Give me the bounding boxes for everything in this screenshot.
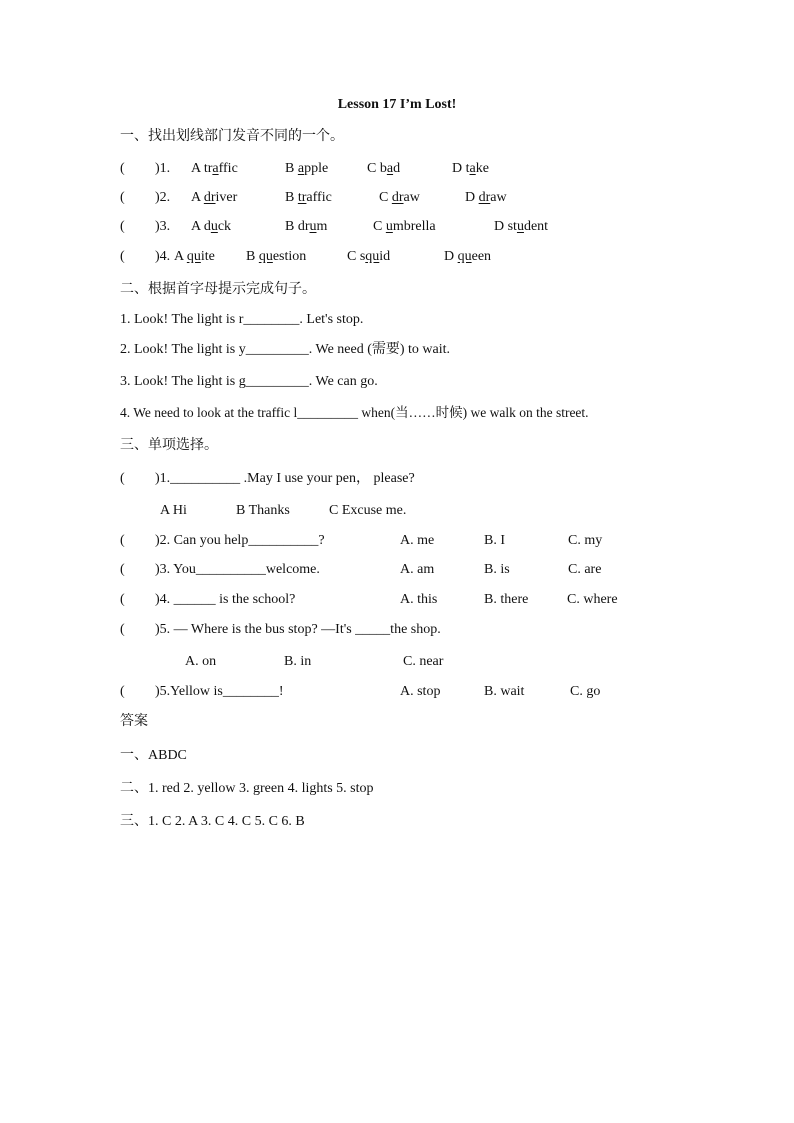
paren: ( — [120, 622, 125, 637]
question-number: )4. — [155, 249, 171, 264]
q3-option-c: C. are — [568, 562, 602, 577]
q2-option-a: A. me — [400, 533, 435, 548]
option-d: D queen — [444, 249, 492, 264]
option-c: C squid — [347, 249, 391, 264]
sentence-4: 4. We need to look at the traffic l_________ when(当……时候) we walk on the street. — [120, 405, 589, 420]
question-4-stem: )4. ______ is the school? — [155, 592, 296, 607]
q2-option-c: C. my — [568, 533, 603, 548]
q1-option-a: A Hi — [160, 503, 187, 518]
sentence-3: 3. Look! The light is g_________. We can go. — [120, 374, 378, 389]
q2-option-b: B. I — [484, 533, 505, 548]
q6-option-b: B. wait — [484, 684, 525, 699]
option-a: A quite — [174, 249, 215, 264]
q4-option-a: A. this — [400, 592, 438, 607]
answers-heading: 答案 — [120, 713, 148, 729]
q3-option-b: B. is — [484, 562, 510, 577]
sentence-1: 1. Look! The light is r________. Let's stop. — [120, 312, 364, 327]
answer-section-1: 一、ABDC — [120, 748, 187, 763]
question-6-stem: )5.Yellow is________! — [155, 684, 284, 699]
question-5-stem: )5. — Where is the bus stop? —It's _____the shop. — [155, 622, 441, 637]
answer-section-3: 三、1. C 2. A 3. C 4. C 5. C 6. B — [120, 814, 305, 829]
question-2-stem: )2. Can you help__________? — [155, 533, 325, 548]
sentence-2: 2. Look! The light is y_________. We need (需要) to wait. — [120, 342, 451, 357]
option-b: B question — [246, 249, 307, 264]
question-3-stem: )3. You__________welcome. — [155, 562, 320, 577]
question-number: )3. — [155, 219, 171, 234]
option-d: D draw — [465, 190, 507, 205]
q1-option-b: B Thanks — [236, 503, 290, 518]
option-c: C umbrella — [373, 219, 436, 234]
paren: ( — [120, 249, 125, 264]
section-3-heading: 三、单项选择。 — [120, 437, 218, 453]
paren: ( — [120, 562, 125, 577]
option-d: D student — [494, 219, 549, 234]
paren: ( — [120, 684, 125, 699]
paren: ( — [120, 219, 125, 234]
q5-option-b: B. in — [284, 654, 312, 669]
option-d: D take — [452, 161, 489, 176]
q5-option-c: C. near — [403, 654, 444, 669]
paren: ( — [120, 190, 125, 205]
q6-option-c: C. go — [570, 684, 601, 699]
option-c: C draw — [379, 190, 420, 205]
paren: ( — [120, 161, 125, 176]
section-1-heading: 一、找出划线部门发音不同的一个。 — [120, 128, 344, 144]
option-b: B drum — [285, 219, 328, 234]
q1-option-c: C Excuse me. — [329, 503, 407, 518]
option-b: B traffic — [285, 190, 332, 205]
option-a: A duck — [191, 219, 232, 234]
question-1-stem: )1.__________ .May I use your pen， please? — [155, 471, 415, 486]
q5-option-a: A. on — [185, 654, 217, 669]
page-title: Lesson 17 I’m Lost! — [337, 97, 457, 112]
option-a: A driver — [191, 190, 238, 205]
paren: ( — [120, 533, 125, 548]
question-number: )1. — [155, 161, 171, 176]
q6-option-a: A. stop — [400, 684, 441, 699]
option-c: C bad — [367, 161, 401, 176]
paren: ( — [120, 471, 125, 486]
answer-section-2: 二、1. red 2. yellow 3. green 4. lights 5. stop — [120, 781, 374, 796]
q4-option-c: C. where — [567, 592, 618, 607]
q4-option-b: B. there — [484, 592, 529, 607]
option-b: B apple — [285, 161, 329, 176]
q3-option-a: A. am — [400, 562, 435, 577]
option-a: A traffic — [191, 161, 238, 176]
question-number: )2. — [155, 190, 171, 205]
section-2-heading: 二、根据首字母提示完成句子。 — [120, 281, 316, 297]
paren: ( — [120, 592, 125, 607]
